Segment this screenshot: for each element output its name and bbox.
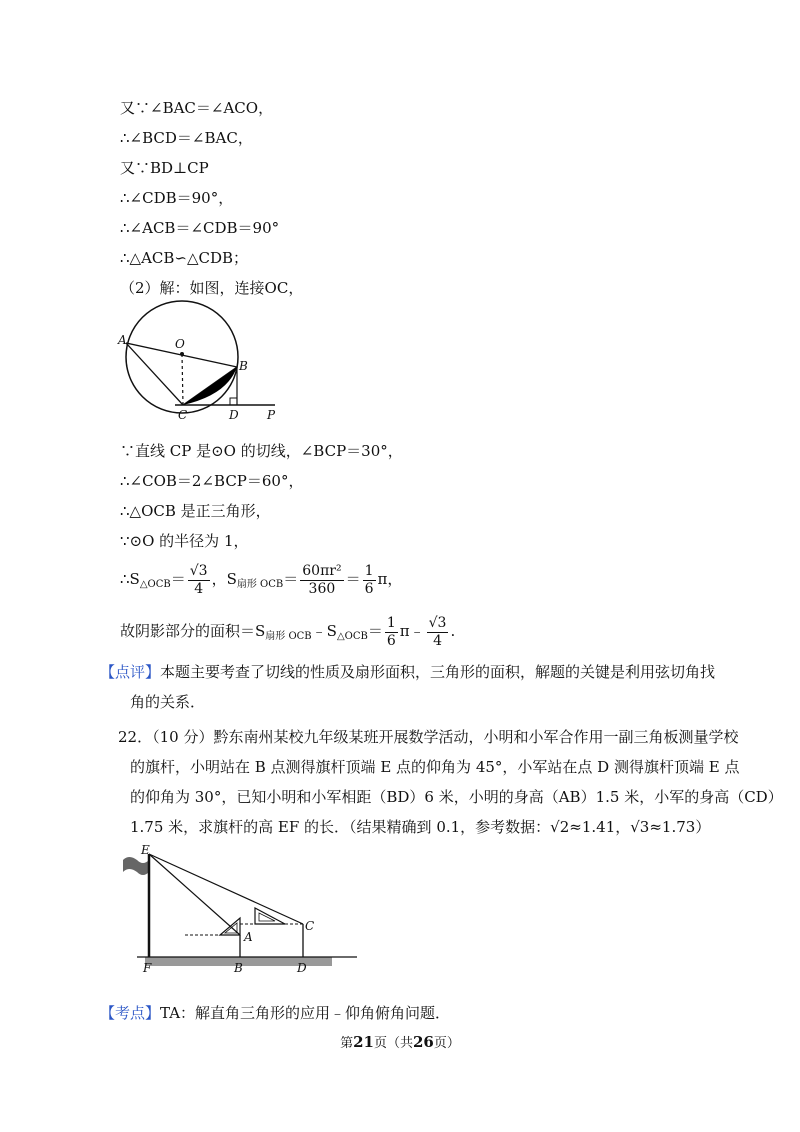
point-label-O: O [175, 337, 185, 351]
question-22-line: 1.75 米，求旗杆的高 EF 的长．（结果精确到 0.1，参考数据：√2≈1.41，√3≈1.73） [130, 818, 711, 836]
point-label-E: E [141, 843, 150, 857]
point-label-F: F [143, 961, 152, 975]
proof-line: ∴△ACB∽△CDB； [120, 249, 249, 267]
kaodian-line: 【考点】TA：解直角三角形的应用﹣仰角俯角问题． [100, 1004, 451, 1022]
page-footer: 第21页（共26页） [340, 1033, 460, 1051]
review-tag: 【点评】 [100, 663, 161, 681]
part2-intro: （2）解：如图，连接OC， [120, 279, 304, 297]
point-label-B: B [234, 961, 243, 975]
question-22-line: 22．（10 分）黔东南州某校九年级某班开展数学活动，小明和小军合作用一副三角板测量学校 [118, 728, 739, 746]
point-label-B: B [239, 359, 248, 373]
reason-line: ∵直线 CP 是⊙O 的切线，∠BCP＝30°， [120, 442, 403, 460]
question-22-line: 的旗杆，小明站在 B 点测得旗杆顶端 E 点的仰角为 45°，小军站在点 D 测得旗杆顶端 E 点 [130, 758, 740, 776]
kaodian-tag: 【考点】 [100, 1004, 161, 1022]
shaded-area-formula: 故阴影部分的面积$=S_{扇形 OCB}﹣S_{\triangle OCB}=$ $\frac{1}{6}$ π﹣ $\frac{√3}{4}$ . [120, 614, 456, 649]
flagpole-figure [115, 840, 365, 975]
total-pages: 26 [413, 1033, 434, 1051]
proof-line: 又∵∠BAC＝∠ACO， [120, 99, 274, 117]
point-label-C: C [178, 408, 188, 422]
reason-line: ∴△OCB 是正三角形， [120, 502, 271, 520]
proof-line: 又∵BD⊥CP [120, 159, 209, 177]
proof-line: ∴∠BCD＝∠BAC， [120, 129, 253, 147]
proof-line: ∴∠CDB＝90°， [120, 189, 234, 207]
page-number: 21 [353, 1033, 374, 1051]
reason-line: ∵⊙O 的半径为 1， [120, 532, 249, 550]
point-label-C: C [305, 919, 315, 933]
point-label-D: D [229, 408, 239, 422]
proof-line: ∴∠ACB＝∠CDB＝90° [120, 219, 280, 237]
question-22-line: 的仰角为 30°，已知小明和小军相距（BD）6 米，小明的身高（AB）1.5 米，小军的身高（CD） [130, 788, 783, 806]
point-label-A: A [118, 333, 127, 347]
point-label-D: D [297, 961, 307, 975]
reason-line: ∴∠COB＝2∠BCP＝60°， [120, 472, 304, 490]
circle-figure [115, 300, 285, 425]
point-label-P: P [267, 408, 276, 422]
area-formula: $\therefore S_{\triangle OCB}=$ $\frac{√3}{4}$ ，$S_{扇形 OCB}=$ $\frac{\text{60πr²}}{360}$ ＝ $\frac{1}{6}$ π， [120, 562, 403, 597]
review-line: 【点评】本题主要考查了切线的性质及扇形面积，三角形的面积，解题的关键是利用弦切角找 [100, 663, 716, 681]
review-line-2: 角的关系． [130, 693, 206, 711]
point-label-A: A [244, 930, 253, 944]
